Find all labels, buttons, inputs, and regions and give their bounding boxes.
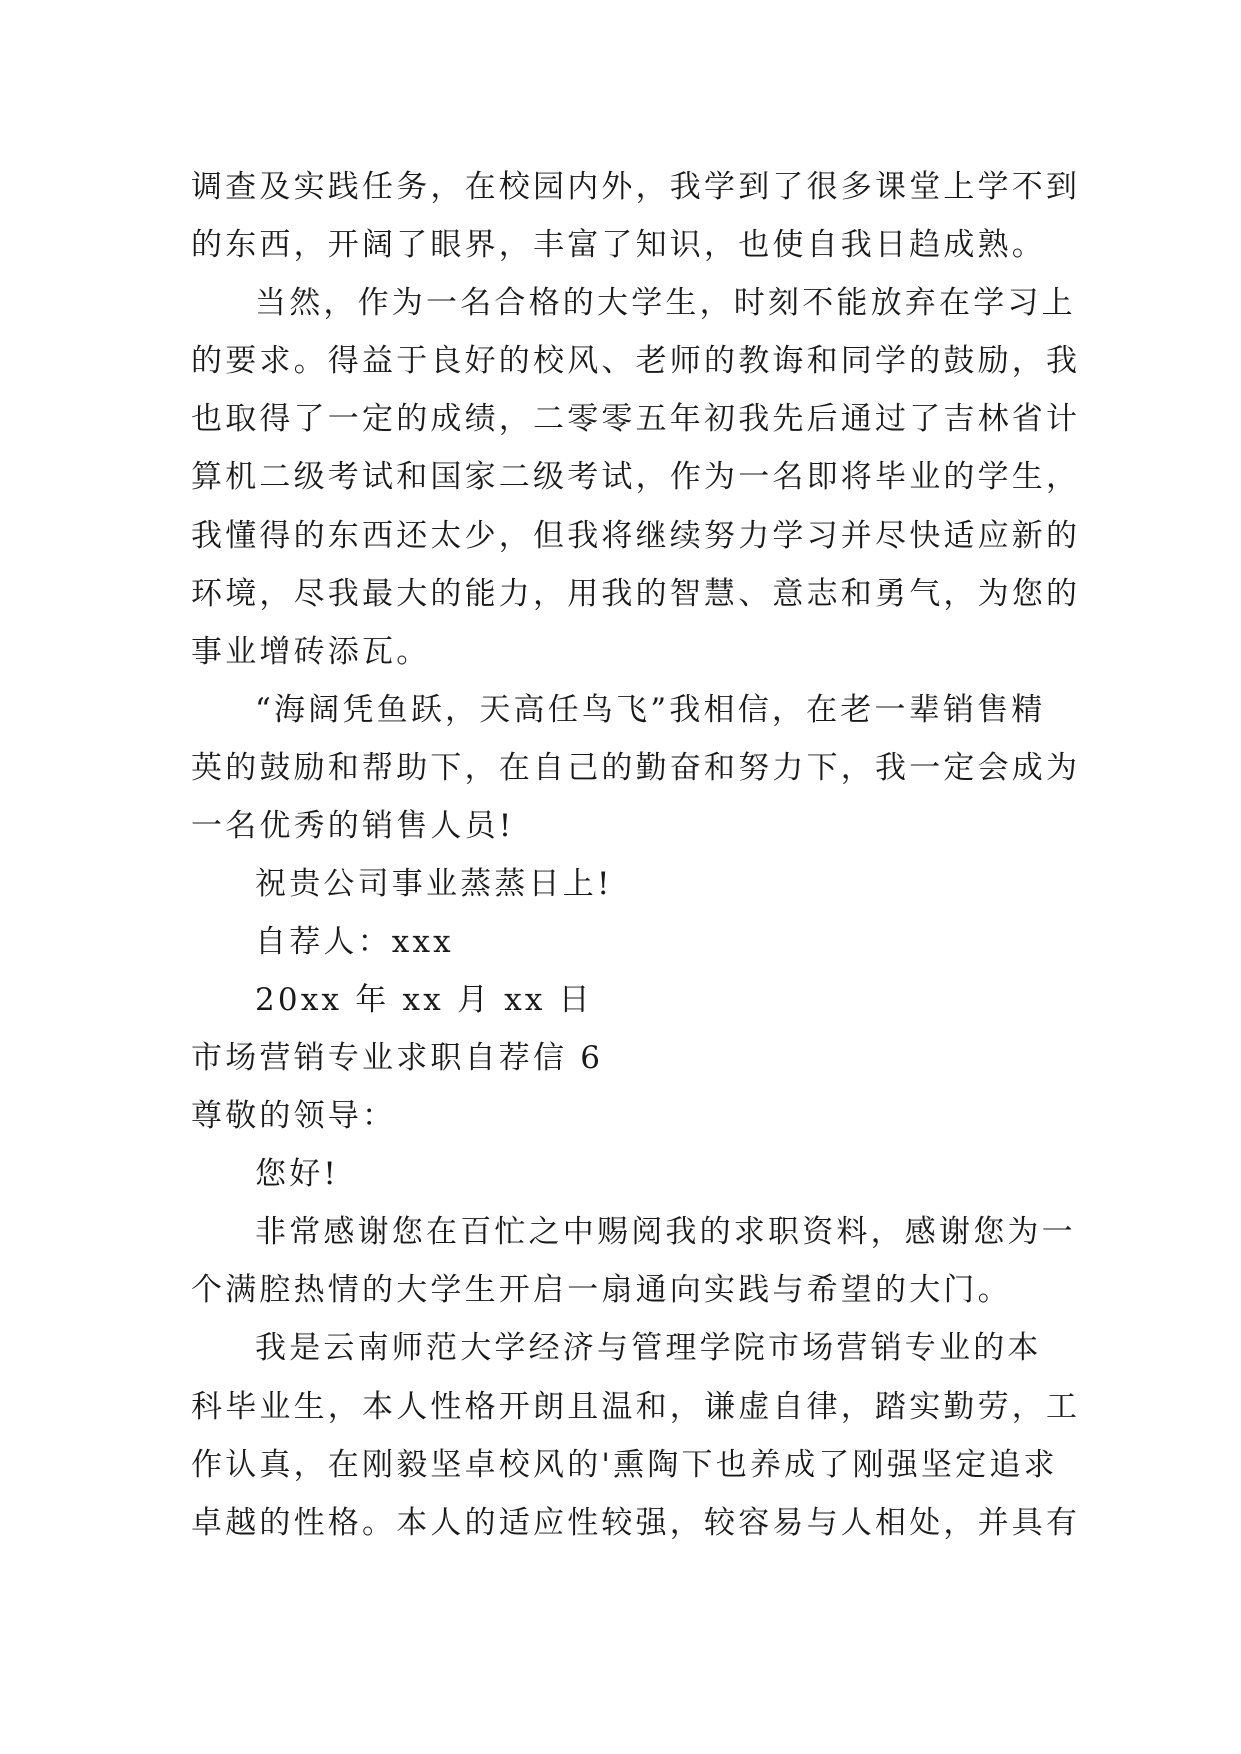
text-line: 英的鼓励和帮助下，在自己的勤奋和努力下，我一定会成为: [191, 750, 1081, 786]
text-line: 的东西，开阔了眼界，丰富了知识，也使自我日趋成熟。: [191, 227, 1046, 263]
text-line: 调查及实践任务，在校园内外，我学到了很多课堂上学不到: [191, 169, 1081, 205]
greeting: 您好!: [255, 1156, 340, 1192]
text-line: “海阔凭鱼跃，天高任鸟飞”我相信，在老一辈销售精: [255, 692, 1046, 728]
text-line: 非常感谢您在百忙之中赐阅我的求职资料，感谢您为一: [255, 1214, 1076, 1250]
section-title: 市场营销专业求职自荐信 6: [191, 1040, 604, 1076]
text-line: 的要求。得益于良好的校风、老师的教诲和同学的鼓励，我: [191, 343, 1081, 379]
text-line: 作认真，在刚毅坚卓校风的'熏陶下也养成了刚强坚定追求: [191, 1447, 1058, 1483]
text-line: 算机二级考试和国家二级考试，作为一名即将毕业的学生，: [191, 459, 1081, 495]
text-line: 当然，作为一名合格的大学生，时刻不能放弃在学习上: [255, 285, 1076, 321]
text-line: 个满腔热情的大学生开启一扇通向实践与希望的大门。: [191, 1272, 1012, 1308]
date-line: 20xx 年 xx 月 xx 日: [255, 982, 593, 1018]
text-line: 科毕业生，本人性格开朗且温和，谦虚自律，踏实勤劳，工: [191, 1389, 1081, 1425]
text-line: 卓越的性格。本人的适应性较强，较容易与人相处，并具有: [191, 1505, 1081, 1541]
text-line: 环境，尽我最大的能力，用我的智慧、意志和勇气，为您的: [191, 576, 1081, 612]
text-line: 我是云南师范大学经济与管理学院市场营销专业的本: [255, 1330, 1042, 1366]
text-line: 我懂得的东西还太少，但我将继续努力学习并尽快适应新的: [191, 518, 1081, 554]
salutation: 尊敬的领导：: [191, 1098, 397, 1134]
text-line: 一名优秀的销售人员!: [191, 808, 515, 844]
signature-line: 自荐人：xxx: [255, 924, 454, 960]
text-line: 事业增砖添瓦。: [191, 634, 431, 670]
text-line: 也取得了一定的成绩，二零零五年初我先后通过了吉林省计: [191, 401, 1081, 437]
text-line: 祝贵公司事业蒸蒸日上!: [255, 866, 613, 902]
